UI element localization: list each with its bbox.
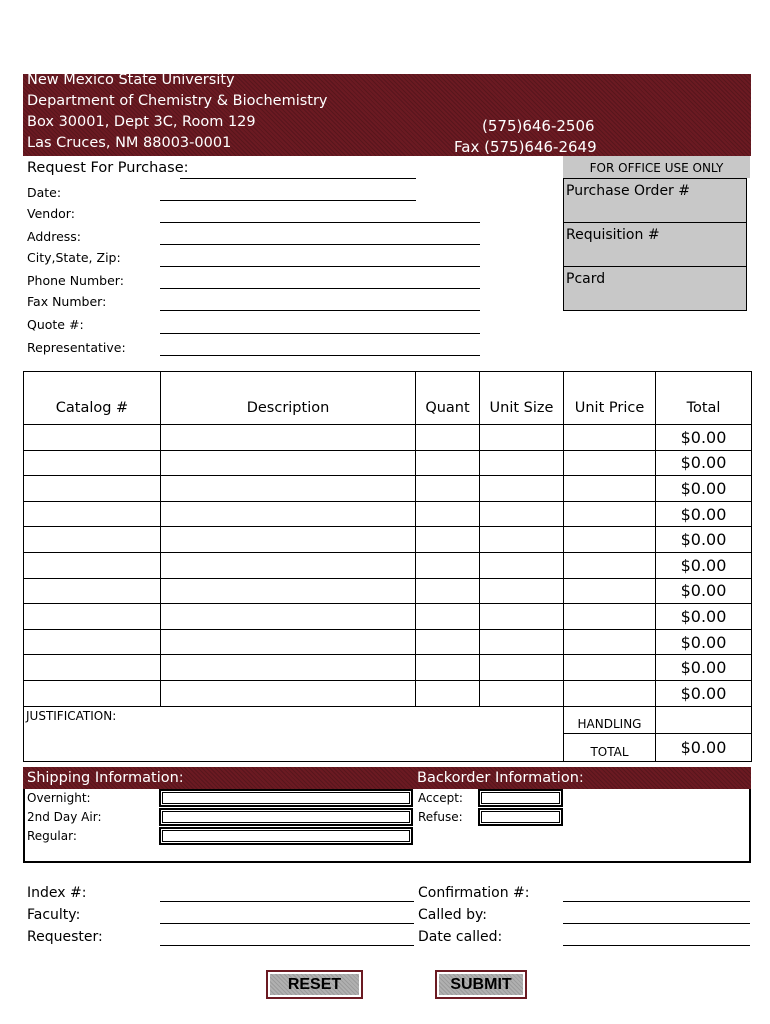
second-day-field[interactable] [159, 808, 413, 826]
department-name: Department of Chemistry & Biochemistry [27, 93, 328, 109]
pcard-label: Pcard [566, 271, 606, 287]
unit-price-cell[interactable] [564, 655, 656, 681]
catalog-cell[interactable] [24, 425, 161, 451]
quant-cell[interactable] [416, 680, 480, 706]
unit-size-cell[interactable] [480, 680, 564, 706]
request-title: Request For Purchase: [27, 160, 189, 176]
accept-label: Accept: [418, 791, 463, 805]
description-cell[interactable] [161, 629, 416, 655]
quant-cell[interactable] [416, 450, 480, 476]
city-state-zip-label: City,State, Zip: [27, 250, 121, 265]
handling-value[interactable] [656, 706, 752, 734]
catalog-cell[interactable] [24, 527, 161, 553]
regular-label: Regular: [27, 829, 77, 843]
submit-button[interactable]: SUBMIT [435, 970, 527, 999]
quant-cell[interactable] [416, 604, 480, 630]
unit-price-cell[interactable] [564, 425, 656, 451]
catalog-cell[interactable] [24, 552, 161, 578]
table-row [24, 476, 752, 502]
unit-size-cell[interactable] [480, 604, 564, 630]
description-cell[interactable] [161, 527, 416, 553]
representative-field[interactable] [160, 355, 480, 356]
fax-number: Fax (575)646-2649 [454, 138, 597, 156]
unit-size-cell[interactable] [480, 629, 564, 655]
table-row [24, 552, 752, 578]
purchase-order-label: Purchase Order # [566, 183, 690, 199]
row-total-cell: $0.00 [656, 655, 752, 681]
table-row [24, 578, 752, 604]
called-by-label: Called by: [418, 907, 487, 923]
unit-price-cell[interactable] [564, 578, 656, 604]
unit-size-cell[interactable] [480, 655, 564, 681]
row-total-cell: $0.00 [656, 450, 752, 476]
date-label: Date: [27, 185, 62, 200]
row-total-cell: $0.00 [656, 527, 752, 553]
phone-label: Phone Number: [27, 273, 124, 288]
fax-field[interactable] [160, 310, 480, 311]
quant-cell[interactable] [416, 476, 480, 502]
index-label: Index #: [27, 885, 87, 901]
total-header: Total [656, 372, 752, 425]
handling-row [24, 706, 752, 734]
requester-label: Requester: [27, 929, 103, 945]
unit-size-cell[interactable] [480, 527, 564, 553]
description-cell[interactable] [161, 425, 416, 451]
table-row [24, 629, 752, 655]
representative-label: Representative: [27, 340, 126, 355]
refuse-field[interactable] [478, 808, 563, 826]
confirmation-field[interactable] [563, 901, 750, 902]
description-cell[interactable] [161, 680, 416, 706]
faculty-label: Faculty: [27, 907, 81, 923]
table-row [24, 655, 752, 681]
unit-price-cell[interactable] [564, 476, 656, 502]
date-field[interactable] [160, 200, 416, 201]
description-cell[interactable] [161, 501, 416, 527]
catalog-cell[interactable] [24, 655, 161, 681]
request-title-line[interactable] [180, 178, 416, 179]
requester-field[interactable] [160, 945, 414, 946]
second-day-label: 2nd Day Air: [27, 810, 102, 824]
called-by-field[interactable] [563, 923, 750, 924]
accept-field[interactable] [478, 789, 563, 807]
overnight-label: Overnight: [27, 791, 91, 805]
unit-price-cell[interactable] [564, 552, 656, 578]
quant-cell[interactable] [416, 527, 480, 553]
address-label: Address: [27, 229, 81, 244]
table-row [24, 501, 752, 527]
unit-price-cell[interactable] [564, 680, 656, 706]
office-use-heading: FOR OFFICE USE ONLY [563, 156, 750, 178]
vendor-label: Vendor: [27, 206, 75, 221]
row-total-cell: $0.00 [656, 552, 752, 578]
shipping-bar [23, 767, 751, 789]
catalog-cell[interactable] [24, 476, 161, 502]
unit-size-header: Unit Size [480, 372, 564, 425]
description-cell[interactable] [161, 655, 416, 681]
quote-label: Quote #: [27, 317, 84, 332]
requisition-label: Requisition # [566, 227, 660, 243]
header-banner [23, 74, 751, 156]
quant-header: Quant [416, 372, 480, 425]
catalog-cell[interactable] [24, 578, 161, 604]
description-cell[interactable] [161, 552, 416, 578]
table-row [24, 527, 752, 553]
items-table [23, 371, 752, 762]
reset-button[interactable]: RESET [266, 970, 363, 999]
catalog-cell[interactable] [24, 604, 161, 630]
total-label: TOTAL [564, 734, 656, 762]
quant-cell[interactable] [416, 552, 480, 578]
quant-cell[interactable] [416, 501, 480, 527]
overnight-field[interactable] [159, 789, 413, 807]
catalog-header: Catalog # [24, 372, 161, 425]
unit-size-cell[interactable] [480, 552, 564, 578]
unit-price-cell[interactable] [564, 527, 656, 553]
row-total-cell: $0.00 [656, 604, 752, 630]
date-called-field[interactable] [563, 945, 750, 946]
quant-cell[interactable] [416, 425, 480, 451]
refuse-label: Refuse: [418, 810, 463, 824]
unit-size-cell[interactable] [480, 425, 564, 451]
row-total-cell: $0.00 [656, 680, 752, 706]
unit-price-cell[interactable] [564, 604, 656, 630]
row-total-cell: $0.00 [656, 629, 752, 655]
description-header: Description [161, 372, 416, 425]
row-total-cell: $0.00 [656, 425, 752, 451]
fax-label: Fax Number: [27, 294, 107, 309]
description-cell[interactable] [161, 604, 416, 630]
vendor-field[interactable] [160, 222, 480, 223]
unit-price-cell[interactable] [564, 629, 656, 655]
description-cell[interactable] [161, 476, 416, 502]
unit-size-cell[interactable] [480, 476, 564, 502]
catalog-cell[interactable] [24, 450, 161, 476]
university-name: New Mexico State University [27, 72, 235, 88]
backorder-title: Backorder Information: [417, 770, 584, 786]
justification-cell[interactable] [24, 706, 564, 761]
unit-size-cell[interactable] [480, 450, 564, 476]
handling-label: HANDLING [564, 706, 656, 734]
quant-cell[interactable] [416, 655, 480, 681]
unit-size-cell[interactable] [480, 578, 564, 604]
unit-size-cell[interactable] [480, 501, 564, 527]
quote-field[interactable] [160, 333, 480, 334]
row-total-cell: $0.00 [656, 578, 752, 604]
row-total-cell: $0.00 [656, 501, 752, 527]
city-address: Las Cruces, NM 88003-0001 [27, 135, 232, 151]
grand-total: $0.00 [656, 734, 752, 762]
table-row [24, 680, 752, 706]
catalog-cell[interactable] [24, 629, 161, 655]
catalog-cell[interactable] [24, 680, 161, 706]
table-row [24, 604, 752, 630]
regular-field[interactable] [159, 827, 413, 845]
unit-price-cell[interactable] [564, 450, 656, 476]
city-state-zip-field[interactable] [160, 266, 480, 267]
shipping-title: Shipping Information: [27, 770, 184, 786]
unit-price-cell[interactable] [564, 501, 656, 527]
phone-number: (575)646-2506 [482, 117, 595, 135]
table-header-row [24, 372, 752, 425]
quant-cell[interactable] [416, 629, 480, 655]
purchase-order-box[interactable] [563, 178, 747, 223]
row-total-cell: $0.00 [656, 476, 752, 502]
requisition-box[interactable] [563, 222, 747, 267]
justification-label: JUSTIFICATION: [26, 708, 117, 723]
description-cell[interactable] [161, 578, 416, 604]
description-cell[interactable] [161, 450, 416, 476]
date-called-label: Date called: [418, 929, 503, 945]
table-row [24, 425, 752, 451]
mailbox-address: Box 30001, Dept 3C, Room 129 [27, 114, 256, 130]
faculty-field[interactable] [160, 923, 414, 924]
address-field[interactable] [160, 244, 480, 245]
index-field[interactable] [160, 901, 414, 902]
unit-price-header: Unit Price [564, 372, 656, 425]
catalog-cell[interactable] [24, 501, 161, 527]
table-row [24, 450, 752, 476]
confirmation-label: Confirmation #: [418, 885, 530, 901]
phone-field[interactable] [160, 288, 480, 289]
quant-cell[interactable] [416, 578, 480, 604]
pcard-box[interactable] [563, 266, 747, 311]
